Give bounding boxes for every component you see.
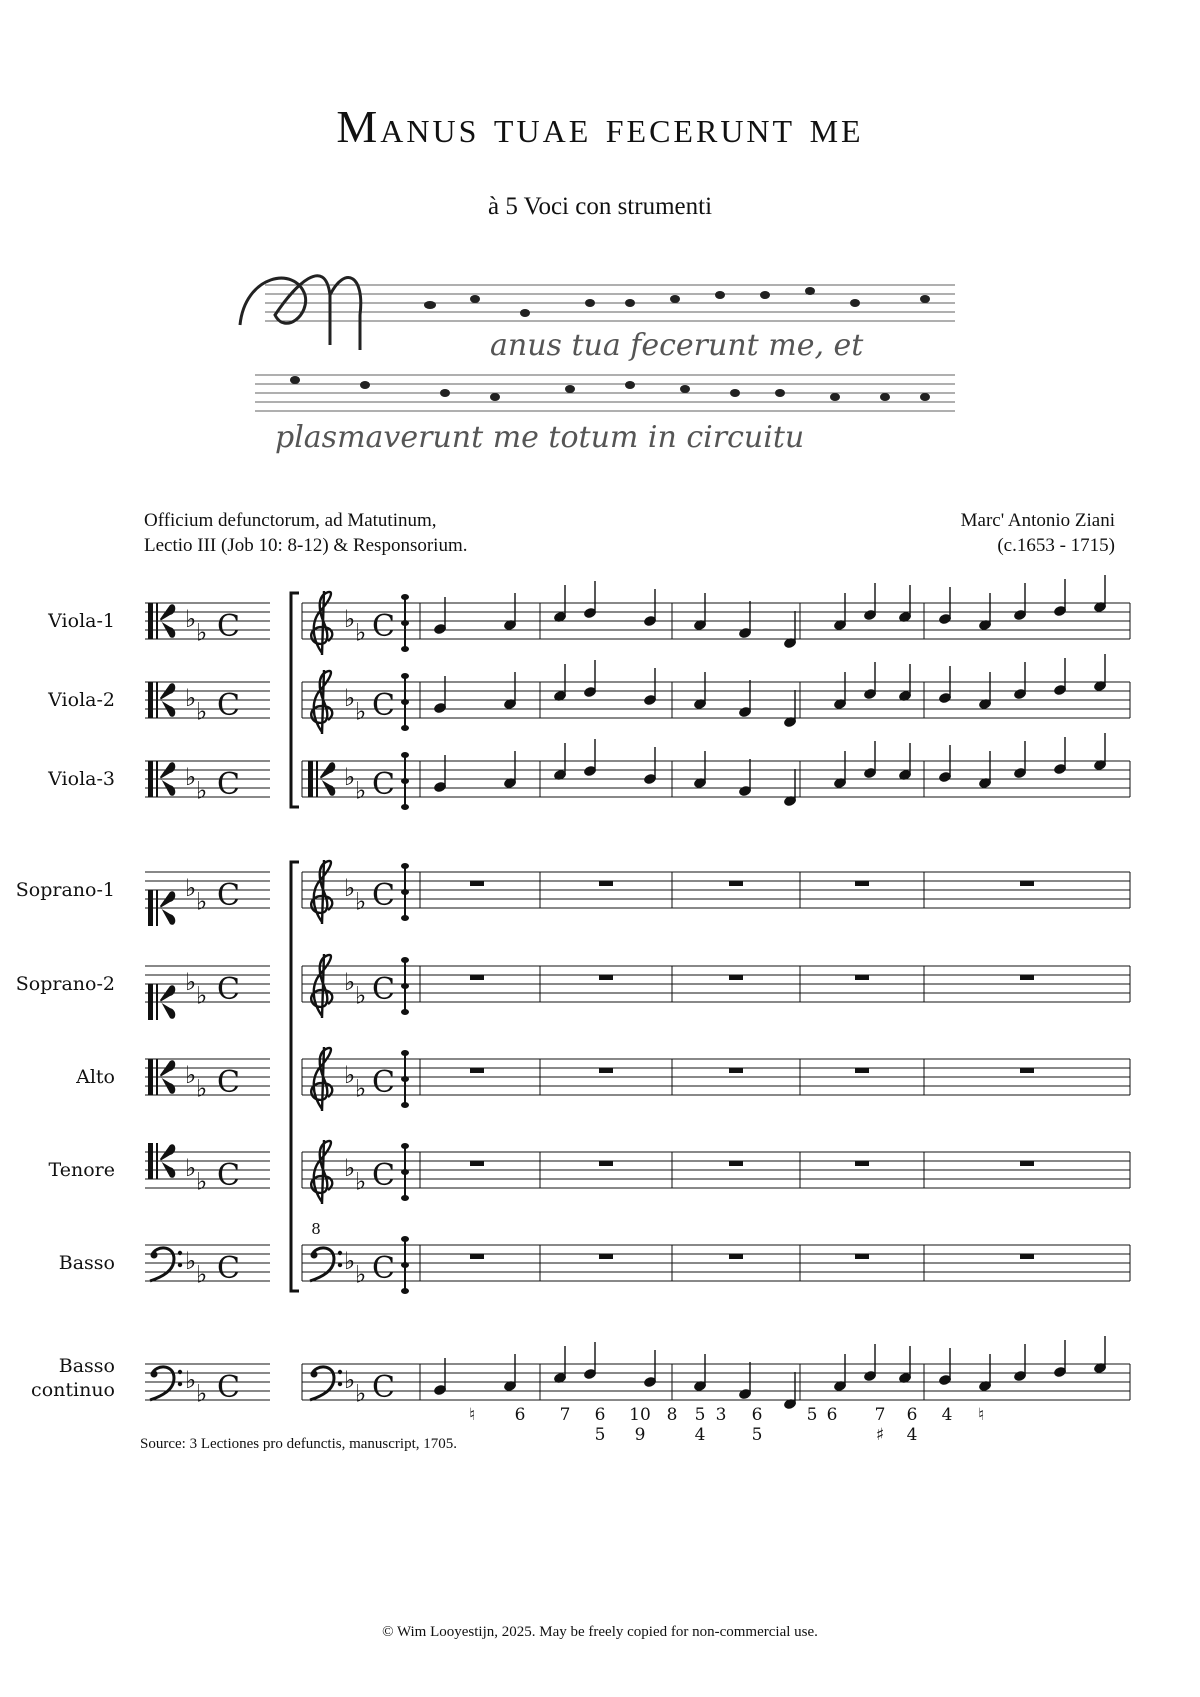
incipit-key-signature-viola-3-b: ♭ — [185, 763, 197, 791]
whole-rest-soprano-1 — [599, 881, 613, 886]
bracket-voices — [291, 862, 299, 1291]
range-note-mid-tenore — [401, 1169, 409, 1175]
whole-rest-basso — [470, 1254, 484, 1259]
range-note-mid-viola-1 — [401, 620, 409, 626]
incipit-clef-alto-bar — [156, 1059, 158, 1095]
incipit-clef-soprano-2 — [148, 984, 153, 1020]
range-note-mid-basso — [401, 1262, 409, 1268]
source-note: Source: 3 Lectiones pro defunctis, manuscript, 1705. — [140, 1436, 458, 1452]
time-signature-viola-2: C — [372, 688, 395, 723]
clef-tenore — [311, 1140, 332, 1204]
range-note-low-tenore — [401, 1195, 409, 1201]
incipit-clef-basso-dot — [151, 1252, 158, 1259]
range-note-high-viola-1 — [401, 594, 409, 600]
whole-rest-soprano-2 — [729, 975, 743, 980]
key-signature-soprano-1-e: ♭ — [355, 887, 367, 916]
key-signature-tenore-e: ♭ — [355, 1167, 367, 1196]
figured-bass-12: 6 — [906, 1405, 918, 1425]
range-note-high-viola-3 — [401, 752, 409, 758]
clef-viola-3 — [308, 761, 313, 797]
work-info-line-1: Officium defunctorum, ad Matutinum, — [144, 510, 437, 531]
staff-label-soprano-1: Soprano-1 — [15, 879, 115, 901]
incipit-key-signature-viola-1-e: ♭ — [196, 618, 208, 647]
range-note-mid-soprano-1 — [401, 889, 409, 895]
staff-label-viola-2: Viola-2 — [48, 689, 115, 711]
incipit-clef-soprano-2-bar — [156, 984, 158, 1020]
incipit-time-signature-basso-continuo: C — [217, 1370, 240, 1405]
facsimile-text-line-1: anus tua fecerunt me, et — [490, 328, 864, 363]
time-signature-basso-continuo: C — [372, 1370, 395, 1405]
staff-label-viola-3: Viola-3 — [48, 768, 115, 790]
key-signature-alto-e: ♭ — [355, 1074, 367, 1103]
time-signature-tenore: C — [372, 1158, 395, 1193]
incipit-clef-basso-continuo-dot — [151, 1371, 158, 1378]
figured-bass-4: 9 — [634, 1425, 646, 1445]
staff-label-alto: Alto — [76, 1066, 115, 1088]
figured-bass-8: 6 — [751, 1405, 763, 1425]
incipit-time-signature-tenore: C — [217, 1158, 240, 1193]
whole-rest-alto — [855, 1068, 869, 1073]
composer-dates: (c.1653 - 1715) — [997, 535, 1115, 556]
range-note-high-soprano-2 — [401, 957, 409, 963]
key-signature-viola-2-b: ♭ — [344, 684, 356, 712]
key-signature-tenore-b: ♭ — [344, 1154, 356, 1182]
score-subtitle: à 5 Voci con strumenti — [487, 193, 713, 220]
figured-bass-9: 5 — [806, 1405, 818, 1425]
whole-rest-tenore — [729, 1161, 743, 1166]
key-signature-viola-3-e: ♭ — [355, 776, 367, 805]
incipit-key-signature-basso-continuo-e: ♭ — [196, 1379, 208, 1408]
whole-rest-soprano-2 — [1020, 975, 1034, 980]
figured-bass-11: ♯ — [875, 1425, 885, 1445]
facsimile-text-line-2: plasmaverunt me totum in circuitu — [275, 420, 805, 455]
range-note-high-alto — [401, 1050, 409, 1056]
clef-alto — [311, 1047, 332, 1111]
incipit-clef-soprano-1 — [148, 890, 153, 926]
incipit-clef-basso-dot — [178, 1251, 182, 1255]
whole-rest-tenore — [470, 1161, 484, 1166]
figured-bass-0: ♮ — [468, 1405, 476, 1425]
incipit-key-signature-soprano-1-e: ♭ — [196, 887, 208, 916]
clef-basso-continuo-dot — [338, 1370, 342, 1374]
clef-basso-dot — [338, 1263, 342, 1267]
incipit-key-signature-viola-1-b: ♭ — [185, 605, 197, 633]
incipit-clef-tenore-bar — [156, 1143, 158, 1179]
whole-rest-basso — [1020, 1254, 1034, 1259]
range-note-mid-soprano-2 — [401, 983, 409, 989]
clef-basso-continuo-dot — [311, 1371, 318, 1378]
incipit-key-signature-basso-continuo-b: ♭ — [185, 1366, 197, 1394]
whole-rest-soprano-1 — [1020, 881, 1034, 886]
whole-rest-alto — [1020, 1068, 1034, 1073]
staff-label-soprano-2: Soprano-2 — [15, 973, 115, 995]
incipit-key-signature-soprano-1-b: ♭ — [185, 874, 197, 902]
whole-rest-tenore — [599, 1161, 613, 1166]
key-signature-soprano-1-b: ♭ — [344, 874, 356, 902]
range-note-high-tenore — [401, 1143, 409, 1149]
key-signature-soprano-2-b: ♭ — [344, 968, 356, 996]
figured-bass-4: 10 — [629, 1405, 651, 1425]
time-signature-alto: C — [372, 1065, 395, 1100]
clef-viola-2 — [311, 670, 332, 734]
incipit-key-signature-basso-e: ♭ — [196, 1260, 208, 1289]
key-signature-viola-2-e: ♭ — [355, 697, 367, 726]
clef-viola-1 — [311, 591, 332, 655]
incipit-key-signature-soprano-2-e: ♭ — [196, 981, 208, 1010]
key-signature-basso-continuo-e: ♭ — [355, 1379, 367, 1408]
incipit-time-signature-viola-2: C — [217, 688, 240, 723]
whole-rest-basso — [599, 1254, 613, 1259]
staff-label-viola-1: Viola-1 — [48, 610, 115, 632]
incipit-key-signature-alto-b: ♭ — [185, 1061, 197, 1089]
range-note-high-viola-2 — [401, 673, 409, 679]
figured-bass-3: 6 — [594, 1405, 606, 1425]
incipit-key-signature-soprano-2-b: ♭ — [185, 968, 197, 996]
range-note-mid-viola-3 — [401, 778, 409, 784]
key-signature-alto-b: ♭ — [344, 1061, 356, 1089]
incipit-time-signature-soprano-1: C — [217, 878, 240, 913]
time-signature-viola-3: C — [372, 767, 395, 802]
incipit-clef-viola-3-bar — [156, 761, 158, 797]
whole-rest-soprano-2 — [855, 975, 869, 980]
whole-rest-alto — [470, 1068, 484, 1073]
time-signature-viola-1: C — [372, 609, 395, 644]
time-signature-soprano-2: C — [372, 972, 395, 1007]
incipit-key-signature-viola-2-b: ♭ — [185, 684, 197, 712]
figured-bass-5: 8 — [666, 1405, 678, 1425]
whole-rest-tenore — [1020, 1161, 1034, 1166]
incipit-clef-viola-2-bar — [156, 682, 158, 718]
incipit-clef-basso-continuo-dot — [178, 1370, 182, 1374]
clef-basso-continuo-dot — [338, 1382, 342, 1386]
range-note-mid-viola-2 — [401, 699, 409, 705]
figured-bass-8: 5 — [751, 1425, 763, 1445]
key-signature-basso-continuo-b: ♭ — [344, 1366, 356, 1394]
whole-rest-soprano-1 — [855, 881, 869, 886]
figured-bass-2: 7 — [559, 1405, 571, 1425]
incipit-time-signature-soprano-2: C — [217, 972, 240, 1007]
figured-bass-7: 3 — [715, 1405, 727, 1425]
incipit-key-signature-tenore-e: ♭ — [196, 1167, 208, 1196]
range-note-low-viola-3 — [401, 804, 409, 810]
clef-basso-dot — [311, 1252, 318, 1259]
whole-rest-soprano-1 — [729, 881, 743, 886]
whole-rest-soprano-2 — [599, 975, 613, 980]
bracket-strings — [291, 593, 299, 807]
key-signature-viola-1-b: ♭ — [344, 605, 356, 633]
figured-bass-10: 6 — [826, 1405, 838, 1425]
incipit-time-signature-basso: C — [217, 1251, 240, 1286]
range-note-low-soprano-2 — [401, 1009, 409, 1015]
clef-soprano-2 — [311, 954, 332, 1018]
figured-bass-6: 4 — [694, 1425, 706, 1445]
incipit-key-signature-alto-e: ♭ — [196, 1074, 208, 1103]
score-title: Manus tuae fecerunt me — [336, 101, 864, 152]
key-signature-soprano-2-e: ♭ — [355, 981, 367, 1010]
whole-rest-soprano-2 — [470, 975, 484, 980]
range-note-high-soprano-1 — [401, 863, 409, 869]
incipit-clef-basso-continuo-dot — [178, 1382, 182, 1386]
whole-rest-basso — [729, 1254, 743, 1259]
staff-label-basso-continuo-part-1: Basso — [58, 1355, 115, 1377]
incipit-clef-alto — [148, 1059, 153, 1095]
incipit-key-signature-viola-2-e: ♭ — [196, 697, 208, 726]
range-note-low-alto — [401, 1102, 409, 1108]
incipit-clef-tenore — [148, 1143, 153, 1179]
clef-octave-mark-tenore: 8 — [311, 1220, 321, 1238]
incipit-clef-viola-3 — [148, 761, 153, 797]
figured-bass-6: 5 — [694, 1405, 706, 1425]
clef-basso-dot — [338, 1251, 342, 1255]
incipit-time-signature-alto: C — [217, 1065, 240, 1100]
key-signature-viola-3-b: ♭ — [344, 763, 356, 791]
figured-bass-13: 4 — [941, 1405, 953, 1425]
work-info-line-2: Lectio III (Job 10: 8-12) & Responsorium. — [144, 535, 468, 556]
staff-label-basso: Basso — [58, 1252, 115, 1274]
range-note-high-basso — [401, 1236, 409, 1242]
figured-bass-1: 6 — [514, 1405, 526, 1425]
composer-name: Marc' Antonio Ziani — [960, 510, 1115, 531]
key-signature-basso-e: ♭ — [355, 1260, 367, 1289]
time-signature-basso: C — [372, 1251, 395, 1286]
clef-viola-3-bar — [316, 761, 318, 797]
whole-rest-soprano-1 — [470, 881, 484, 886]
incipit-time-signature-viola-1: C — [217, 609, 240, 644]
incipit-clef-soprano-1-bar — [156, 890, 158, 926]
staff-label-tenore: Tenore — [48, 1159, 115, 1181]
incipit-clef-viola-2 — [148, 682, 153, 718]
whole-rest-tenore — [855, 1161, 869, 1166]
staff-label-basso-continuo-part-2: continuo — [31, 1379, 115, 1401]
whole-rest-basso — [855, 1254, 869, 1259]
time-signature-soprano-1: C — [372, 878, 395, 913]
figured-bass-12: 4 — [906, 1425, 918, 1445]
range-note-low-viola-1 — [401, 646, 409, 652]
incipit-time-signature-viola-3: C — [217, 767, 240, 802]
incipit-key-signature-tenore-b: ♭ — [185, 1154, 197, 1182]
incipit-clef-viola-1-bar — [156, 603, 158, 639]
range-note-low-viola-2 — [401, 725, 409, 731]
incipit-clef-viola-1 — [148, 603, 153, 639]
incipit-clef-basso-dot — [178, 1263, 182, 1267]
figured-bass-11: 7 — [874, 1405, 886, 1425]
figured-bass-14: ♮ — [977, 1405, 985, 1425]
key-signature-basso-b: ♭ — [344, 1247, 356, 1275]
incipit-key-signature-viola-3-e: ♭ — [196, 776, 208, 805]
range-note-low-soprano-1 — [401, 915, 409, 921]
whole-rest-alto — [729, 1068, 743, 1073]
range-note-low-basso — [401, 1288, 409, 1294]
clef-soprano-1 — [311, 860, 332, 924]
copyright-note: © Wim Looyestijn, 2025. May be freely copied for non-commercial use. — [382, 1624, 818, 1640]
whole-rest-alto — [599, 1068, 613, 1073]
key-signature-viola-1-e: ♭ — [355, 618, 367, 647]
incipit-key-signature-basso-b: ♭ — [185, 1247, 197, 1275]
range-note-mid-alto — [401, 1076, 409, 1082]
figured-bass-3: 5 — [594, 1425, 606, 1445]
